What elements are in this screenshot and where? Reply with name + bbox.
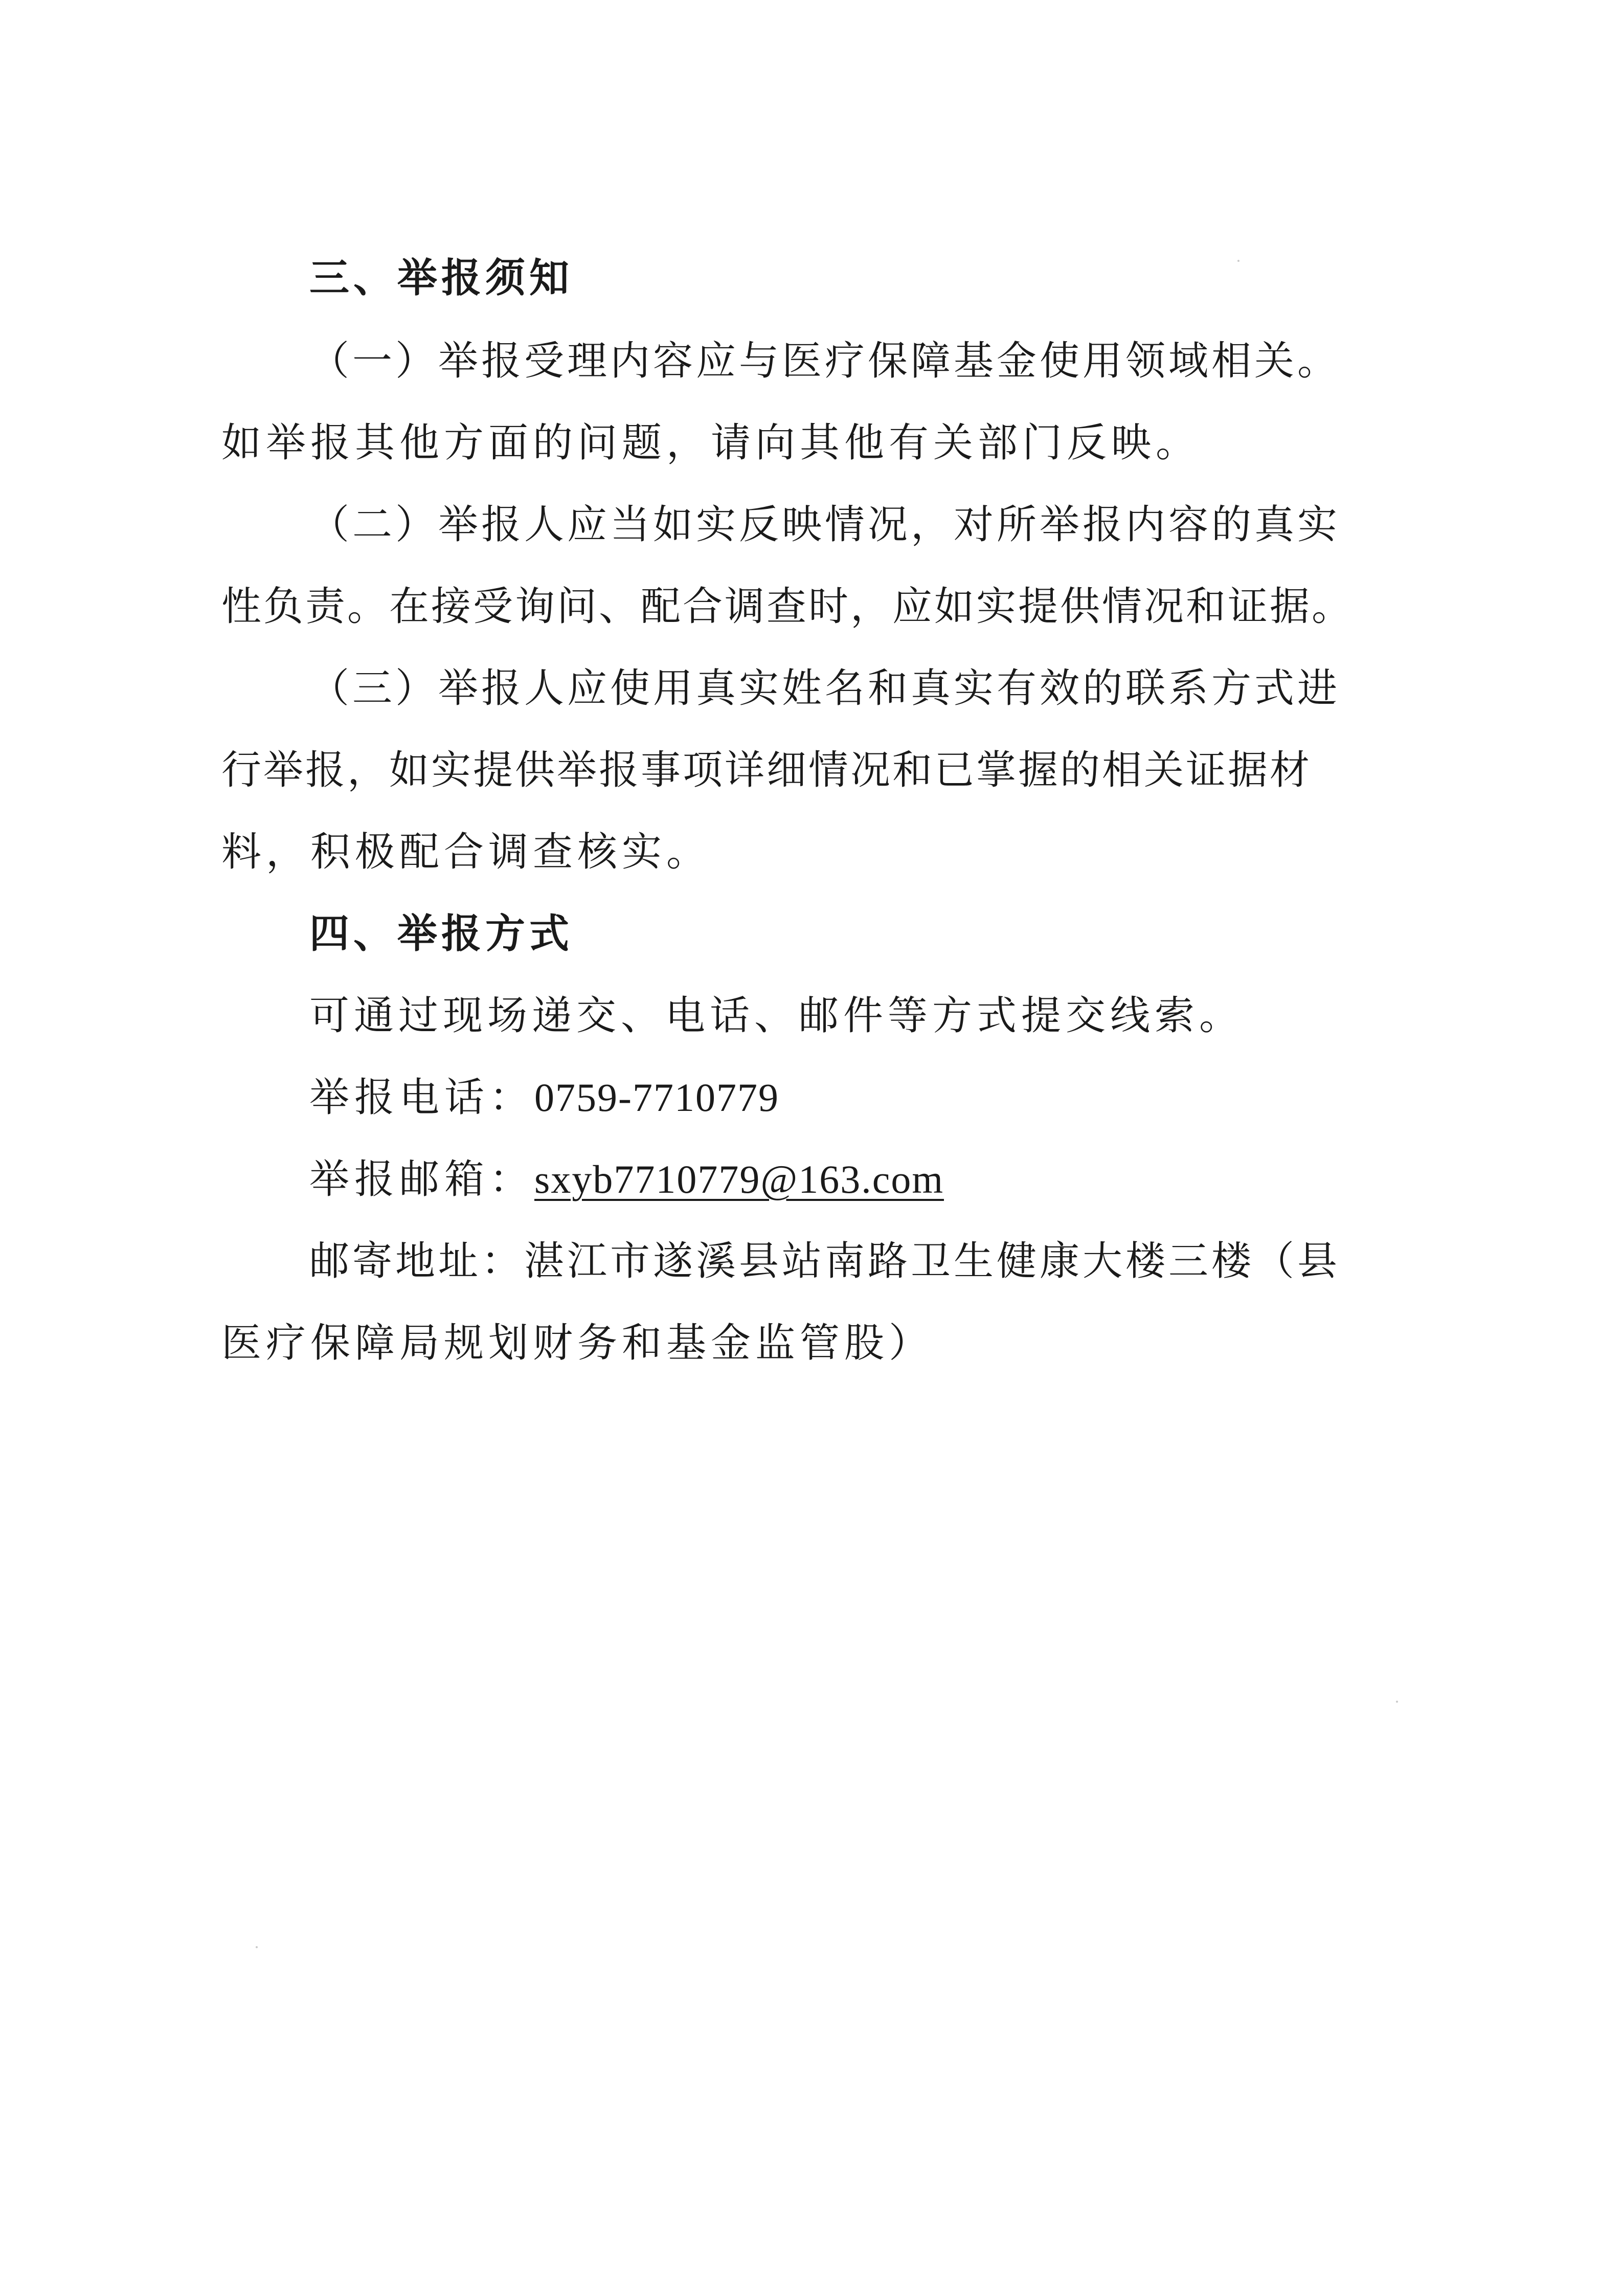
scan-speck: [1237, 260, 1239, 262]
paragraph-1-line-1: （一）举报受理内容应与医疗保障基金使用领域相关。: [309, 338, 1341, 384]
email-row: [309, 1156, 944, 1202]
scan-speck: [256, 1946, 258, 1948]
section-heading-4: 四、举报方式: [309, 911, 574, 957]
address-label: 邮寄地址：: [309, 1238, 525, 1284]
paragraph-1-line-2: 如举报其他方面的问题，请向其他有关部门反映。: [221, 420, 1201, 466]
reporting-methods-intro: 可通过现场递交、电话、邮件等方式提交线索。: [309, 993, 1244, 1039]
phone-number: 0759-7710779: [534, 1075, 779, 1120]
email-link[interactable]: sxyb7710779@163.com: [534, 1157, 944, 1201]
paragraph-2-line-2: 性负责。在接受询问、配合调查时，应如实提供情况和证据。: [221, 584, 1354, 630]
paragraph-3-line-3: 料，积极配合调查核实。: [221, 829, 711, 875]
address-line-2: 医疗保障局规划财务和基金监管股）: [221, 1320, 934, 1366]
address-line-1: [309, 1238, 1341, 1284]
email-label: 举报邮箱：: [309, 1156, 535, 1202]
phone-row: [309, 1075, 779, 1121]
paragraph-2-line-1: （二）举报人应当如实反映情况，对所举报内容的真实: [309, 502, 1341, 548]
address-value-1: 湛江市遂溪县站南路卫生健康大楼三楼（县: [524, 1238, 1341, 1284]
paragraph-3-line-2: 行举报，如实提供举报事项详细情况和已掌握的相关证据材: [221, 747, 1312, 793]
scan-speck: [1396, 1701, 1398, 1703]
paragraph-3-line-1: （三）举报人应使用真实姓名和真实有效的联系方式进: [309, 665, 1341, 711]
section-heading-3: 三、举报须知: [309, 255, 574, 301]
phone-label: 举报电话：: [309, 1075, 535, 1121]
